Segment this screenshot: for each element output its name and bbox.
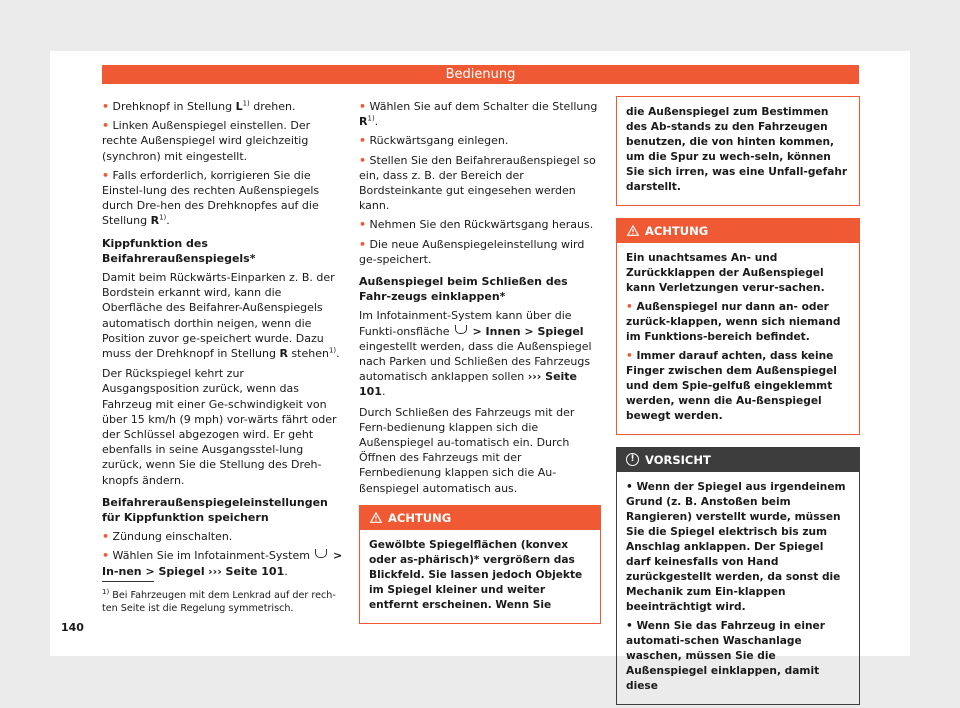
subheading: Kippfunktion des Beifahreraußenspiegels*: [102, 236, 256, 265]
list-item: • Linken Außenspiegel einstellen. Der rechte Außenspiegel wird gleichzeitig (synchron) mit eingestellt.: [102, 119, 311, 163]
warning-body: Gewölbte Spiegelflächen (konvex oder as-phärisch)* vergrößern das Blickfeld. Sie lassen jedoch Objekte im Spiegel kleiner und weiter entfernt erscheinen. Wenn Sie: [369, 538, 583, 611]
manual-page: [50, 51, 910, 692]
paragraph: Damit beim Rückwärts-Einparken z. B. der Bordstein erkannt wird, kann die Oberfläche des Beifahrer-Außenspiegels automatisch dorthin neigen, wenn die Position zuvor ge-speichert wurde. Dazu muss der Drehknopf in Stellung R stehen$^{1)}$.: [102, 271, 340, 361]
warning-body: Ein unachtsames An- und Zurückklappen der Außenspiegel kann Verletzungen verur-sachen. • Außenspiegel nur dann an- oder zurück-klappen, wenn sich niemand im Funktions-bereich befindet. • Immer darauf achten, dass keine Finger zwischen dem Außenspiegel und dem Spie-gelfuß eingeklemmt werden, wenn die Au-ßenspiegel bewegt werden.: [617, 243, 859, 434]
bullet-icon: •: [102, 549, 110, 563]
footnote-marker: 1): [159, 213, 167, 222]
list-item: • Außenspiegel nur dann an- oder zurück-klappen, wenn sich niemand im Funktions-bereich befindet.: [626, 301, 841, 343]
notice-header: ! VORSICHT: [617, 448, 859, 472]
bullet-icon: •: [626, 481, 633, 493]
warning-box: [359, 505, 601, 624]
footnote-divider: [102, 581, 154, 582]
warning-header: ACHTUNG: [617, 219, 859, 243]
list-item: • Die neue Außenspiegeleinstellung wird ge-speichert.: [359, 237, 585, 266]
bullet-icon: •: [359, 153, 367, 167]
bullet-icon: •: [359, 134, 367, 148]
warning-body: die Außenspiegel zum Bestimmen des Ab-stands zu den Fahrzeugen benutzen, die von hinten kommen, um die Spur zu wech-seln, können Sie sich irren, was eine Unfall-gefahr darstellt.: [626, 106, 848, 193]
warning-box-continued: [616, 96, 860, 206]
footnote-marker: 1): [367, 114, 375, 123]
paragraph: Der Rückspiegel kehrt zur Ausgangsposition zurück, wenn das Fahrzeug mit einer Ge-schwindigkeit von über 15 km/h (9 mph) vor-wärts fährt oder der Schlüssel abgezogen wird. Er geht ebenfalls in seine Ausgangsstel-lung zurück, wenn Sie die Stellung des Dreh-knopfs ändern.: [102, 367, 337, 487]
list-item: • Immer darauf achten, dass keine Finger zwischen dem Außenspiegel und dem Spie-gelfuß eingeklemmt werden, wenn die Au-ßenspiegel bewegt werden.: [626, 350, 837, 422]
bullet-icon: •: [102, 100, 110, 113]
notice-box: [616, 447, 860, 705]
page-reference-link[interactable]: ››› Seite 101: [359, 370, 578, 399]
bullet-icon: •: [626, 350, 633, 362]
bullet-icon: •: [359, 100, 367, 113]
warning-triangle-icon: [370, 512, 382, 523]
list-item: • Wählen Sie auf dem Schalter die Stellung $R^{1)}$.: [359, 100, 598, 129]
car-icon: [455, 325, 467, 334]
list-item: • Wenn Sie das Fahrzeug in einer automati-schen Waschanlage waschen, müssen Sie die Außenspiegel einklappen, damit diese: [626, 620, 825, 692]
section-header: Bedienung: [102, 65, 859, 84]
warning-box: [616, 218, 860, 435]
paragraph: Im Infotainment-System kann über die Funkti-onsfläche > Innen > Spiegel eingestellt werden, dass die Außenspiegel nach Parken und Schließen des Fahrzeugs automatisch anklappen sollen ››› Seite 101.: [359, 309, 592, 399]
page-number: 140: [61, 621, 84, 634]
footnote: $^{1)}$ Bei Fahrzeugen mit dem Lenkrad auf der rech-ten Seite ist die Regelung symmetrisch.: [102, 587, 336, 614]
paragraph: Durch Schließen des Fahrzeugs mit der Fern-bedienung klappen sich die Außenspiegel au-tomatisch ein. Durch Öffnen des Fahrzeugs mit der Fernbedienung klappen sich die Au-ßenspiegel automatisch aus.: [359, 405, 575, 495]
footnote-marker: 1): [328, 346, 337, 355]
page-reference-link[interactable]: ››› Seite 101: [208, 564, 285, 578]
column-right: [616, 99, 860, 705]
car-icon: [315, 549, 327, 558]
list-item: • Rückwärtsgang einlegen.: [359, 134, 509, 148]
bullet-icon: •: [102, 168, 110, 182]
bullet-icon: •: [626, 620, 633, 632]
bullet-icon: •: [359, 237, 367, 251]
list-item: • Drehknopf in Stellung $L^{1)}$ drehen.: [102, 99, 296, 113]
subheading: Beifahreraußenspiegeleinstellungen für Kippfunktion speichern: [102, 495, 328, 525]
bullet-icon: •: [102, 530, 110, 544]
bullet-icon: •: [359, 218, 367, 232]
list-item: • Zündung einschalten.: [102, 530, 233, 544]
list-item: • Wählen Sie im Infotainment-System > In-nen > Spiegel ››› Seite 101.: [102, 549, 343, 578]
subheading: Außenspiegel beim Schließen des Fahr-zeugs einklappen*: [359, 275, 568, 304]
list-item: • Nehmen Sie den Rückwärtsgang heraus.: [359, 218, 594, 232]
footnote-marker: 1): [242, 99, 250, 108]
column-middle: [359, 99, 601, 624]
bullet-icon: •: [102, 119, 110, 133]
list-item: • Falls erforderlich, korrigieren Sie die Einstel-lung des rechten Außenspiegels durch Dre-hen des Drehknopfes auf die Stellung $R^{1)}$.: [102, 168, 320, 228]
notice-body: [617, 472, 859, 704]
bullet-icon: •: [626, 301, 633, 313]
list-item: • Stellen Sie den Beifahreraußenspiegel so ein, dass z. B. der Bereich der Bordsteinkante gut eingesehen werden kann.: [359, 153, 596, 213]
warning-header: ACHTUNG: [360, 506, 600, 530]
list-item: • Wenn der Spiegel aus irgendeinem Grund (z. B. Anstoßen beim Rangieren) verstellt wurde, müssen Sie die Spiegel elektrisch bis zum Anschlag anklappen. Der Spiegel darf keinesfalls von Hand zurückgestellt werden, da sonst die Mechanik zum Ein-klappen beeinträchtigt wird.: [626, 481, 846, 613]
column-left: [102, 99, 344, 583]
warning-triangle-icon: [627, 225, 639, 236]
info-icon: !: [626, 453, 639, 466]
